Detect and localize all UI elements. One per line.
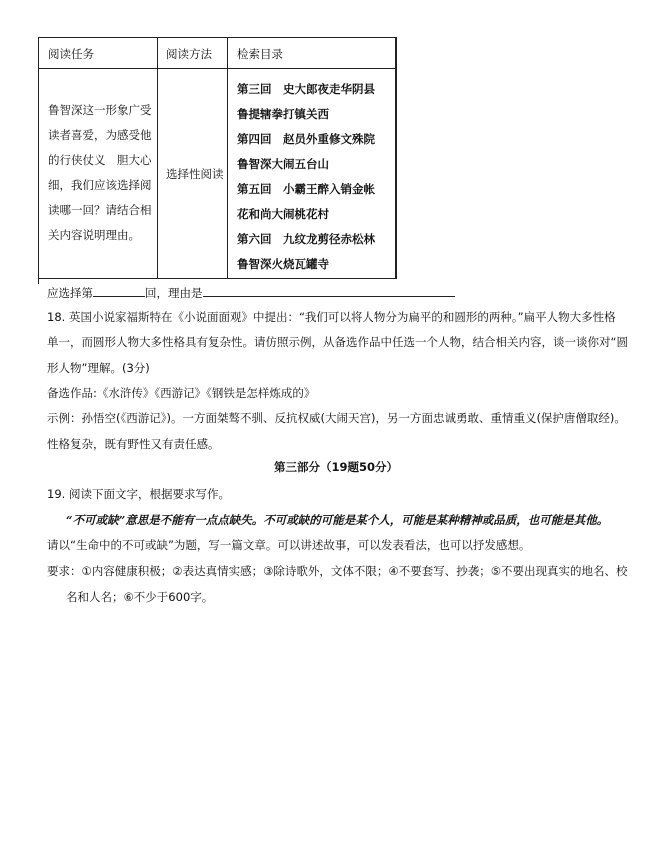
answer-reason-label: 回，理由是 [145, 286, 203, 300]
task-line: 读者喜爱，为感受他 [48, 128, 152, 142]
question-18-line: 形人物”理解。(3分) [47, 361, 150, 375]
directory-line: 第五回 小霸王醉入销金帐 [237, 182, 375, 196]
header-reading-task: 阅读任务 [48, 47, 94, 61]
task-line: 读哪一回？请结合相 [48, 203, 152, 217]
requirements-line: 名和人名；⑥不少于600字。 [66, 590, 214, 604]
requirements-line: 要求：①内容健康积极；②表达真情实感；③除诗歌外，文体不限；④不要套写、抄袭；⑤不要出现真实的地名、校 [47, 564, 628, 578]
writing-prompt: 请以“生命中的不可或缺”为题，写一篇文章。可以讲述故事，可以发表看法，也可以抒发感想。 [47, 538, 531, 552]
task-line: 鲁智深这一形象广受 [48, 103, 152, 117]
reading-table [38, 37, 397, 279]
task-line: 关内容说明理由。 [48, 228, 140, 242]
header-divider [39, 68, 395, 69]
reading-method-cell: 选择性阅读 [166, 167, 224, 181]
directory-line: 鲁提辖拳打镇关西 [237, 107, 329, 121]
question-18-line: 18. 英国小说家福斯特在《小说面面观》中提出：“我们可以将人物分为扁平的和圆形的两种。”扁平人物大多性格 [47, 310, 616, 324]
task-line: 细，我们应该选择阅 [48, 178, 152, 192]
directory-cell [237, 77, 375, 277]
answer-prefix: 应选择第 [47, 286, 93, 300]
directory-line: 第四回 赵员外重修文殊院 [237, 132, 375, 146]
candidate-works: 备选作品:《水浒传》《西游记》《钢铁是怎样炼成的》 [47, 386, 316, 400]
directory-line: 鲁智深火烧瓦罐寺 [237, 257, 329, 271]
table-border-stub [38, 278, 39, 284]
header-search-directory: 检索目录 [237, 47, 283, 61]
example-line: 示例：孙悟空(《西游记》)。一方面桀骜不驯、反抗权威(大闹天宫)，另一方面忠诚勇敢、重情重义(保护唐僧取经)。 [47, 411, 626, 425]
directory-line: 第六回 九纹龙剪径赤松林 [237, 232, 375, 246]
header-reading-method: 阅读方法 [166, 47, 212, 61]
column-divider [227, 38, 228, 278]
reading-task-cell [48, 98, 160, 248]
reason-blank[interactable] [203, 284, 455, 297]
answer-line [47, 284, 455, 301]
example-line: 性格复杂，既有野性又有责任感。 [47, 437, 220, 451]
question-19-intro: 19. 阅读下面文字，根据要求写作。 [47, 487, 230, 501]
chapter-blank[interactable] [93, 284, 145, 297]
question-18-line: 单一，而圆形人物大多性格具有复杂性。请仿照示例，从备选作品中任选一个人物，结合相关内容，谈一谈你对“圆 [47, 335, 628, 349]
directory-line: 第三回 史大郎夜走华阴县 [237, 82, 375, 96]
task-line: 的行侠仗义 胆大心 [48, 153, 152, 167]
quote-text: “不可或缺”意思是不能有一点点缺失。不可或缺的可能是某个人，可能是某种精神或品质，也可能是其他。 [66, 513, 609, 527]
directory-line: 花和尚大闹桃花村 [237, 207, 329, 221]
section-heading: 第三部分（19题50分） [273, 460, 398, 474]
directory-line: 鲁智深大闹五台山 [237, 157, 329, 171]
